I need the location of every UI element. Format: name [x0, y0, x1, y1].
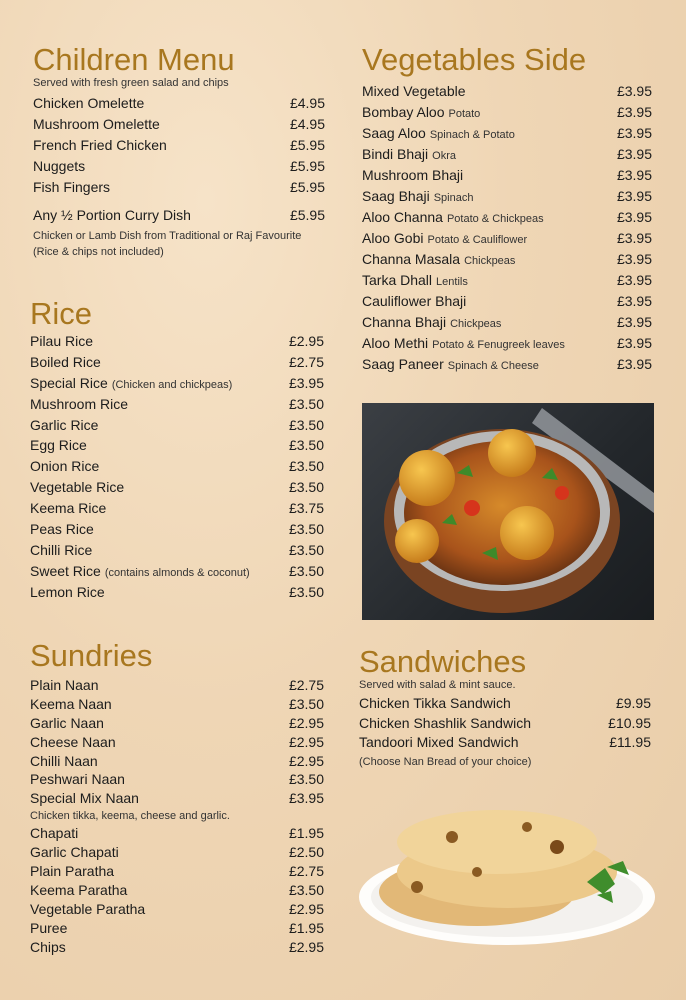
- item-price: £3.95: [616, 188, 652, 204]
- item-name: Chilli Rice: [30, 541, 93, 558]
- item-name-group: [30, 354, 105, 370]
- item-name: Sweet Rice: [30, 562, 101, 579]
- menu-item: [362, 335, 652, 356]
- menu-item: [359, 695, 651, 715]
- menu-item: [30, 479, 324, 500]
- item-price: £3.75: [288, 500, 324, 517]
- menu-item: [30, 753, 324, 772]
- sandwiches-subtitle: Served with salad & mint sauce.: [359, 679, 516, 691]
- item-name-group: [30, 771, 125, 787]
- item-name-group: [30, 542, 96, 558]
- item-name-group: [362, 356, 539, 372]
- item-name-group: [30, 417, 102, 433]
- item-name-group: [30, 696, 112, 712]
- item-price: £4.95: [289, 95, 325, 111]
- item-price: £3.50: [288, 458, 324, 475]
- item-name: Peas Rice: [30, 521, 94, 538]
- item-name-group: [362, 125, 515, 141]
- menu-item: [30, 696, 324, 715]
- item-name: Bombay Aloo: [362, 104, 445, 120]
- item-name-group: [30, 825, 78, 841]
- menu-item: [33, 158, 325, 179]
- item-price: £3.50: [288, 437, 324, 454]
- menu-item: [362, 356, 652, 377]
- sandwiches-list: [359, 695, 651, 754]
- item-price: £2.75: [288, 353, 324, 370]
- menu-item: [362, 104, 652, 125]
- menu-item: [362, 293, 652, 314]
- sundries-list: [30, 677, 324, 809]
- item-price: £10.95: [608, 714, 651, 731]
- item-name-group: [362, 104, 480, 120]
- item-name: Pilau Rice: [30, 333, 94, 349]
- item-name: Aloo Methi: [362, 335, 429, 351]
- item-name: Chapati: [30, 825, 79, 842]
- item-name: Plain Paratha: [30, 863, 115, 880]
- item-name-group: [30, 375, 232, 391]
- item-price: £2.95: [288, 938, 324, 955]
- item-price: £3.50: [288, 541, 324, 558]
- item-name-group: [30, 458, 103, 474]
- item-price: £3.50: [288, 771, 324, 788]
- item-name: Egg Rice: [30, 437, 87, 454]
- menu-item: [362, 230, 652, 251]
- item-name: Vegetable Rice: [30, 479, 125, 496]
- item-price: £1.95: [288, 825, 324, 842]
- item-price: £3.50: [288, 416, 324, 433]
- item-name-group: [362, 272, 468, 288]
- item-name-group: [33, 158, 85, 174]
- menu-item: [362, 314, 652, 335]
- item-price: £3.95: [288, 790, 324, 807]
- vegetables-title: Vegetables Side: [362, 42, 587, 77]
- item-price: £5.95: [289, 207, 325, 223]
- item-price: £2.95: [288, 733, 324, 750]
- item-price: £3.95: [616, 356, 652, 372]
- item-price: £11.95: [609, 734, 651, 750]
- item-name-group: [33, 116, 160, 132]
- item-price: £3.95: [616, 230, 652, 246]
- item-name: Cheese Naan: [30, 733, 116, 750]
- menu-item: [30, 396, 324, 417]
- menu-item: [30, 584, 324, 605]
- menu-item: [362, 146, 652, 167]
- menu-item: [30, 354, 324, 375]
- item-price: £5.95: [289, 158, 325, 174]
- menu-item: [30, 790, 324, 809]
- item-name-group: [30, 437, 91, 453]
- item-price: £3.95: [616, 125, 652, 141]
- menu-item: [362, 188, 652, 209]
- item-name-group: [30, 333, 97, 349]
- item-name-group: [359, 715, 531, 731]
- item-name-group: [362, 293, 470, 309]
- item-name: Vegetable Paratha: [30, 900, 146, 917]
- item-price: £5.95: [289, 137, 325, 153]
- rice-list: [30, 333, 324, 605]
- rice-title: Rice: [30, 296, 93, 331]
- sundries-title: Sundries: [30, 638, 153, 673]
- item-name-group: [30, 844, 119, 860]
- item-note: Chickpeas: [450, 318, 502, 330]
- item-note: (Chicken and chickpeas): [111, 378, 233, 391]
- menu-item: [30, 500, 324, 521]
- menu-item: [362, 125, 652, 146]
- item-name: Chicken Tikka Sandwich: [359, 695, 511, 711]
- item-name: French Fried Chicken: [33, 137, 167, 153]
- item-name: Tandoori Mixed Sandwich: [359, 734, 519, 750]
- item-name-group: [30, 882, 127, 898]
- item-name-group: [359, 734, 519, 750]
- menu-item: [359, 734, 651, 754]
- item-name-group: [30, 753, 98, 769]
- item-name: Boiled Rice: [30, 353, 101, 370]
- menu-item: [30, 458, 324, 479]
- item-name-group: [359, 695, 511, 711]
- item-price: £3.95: [616, 293, 652, 309]
- item-price: £3.50: [288, 583, 324, 600]
- curry-illustration: [362, 403, 654, 620]
- item-name: Mushroom Omelette: [33, 116, 160, 132]
- menu-item: [30, 542, 324, 563]
- item-name: Saag Aloo: [362, 125, 426, 141]
- item-note: Spinach: [433, 192, 474, 204]
- item-note: Potato & Fenugreek leaves: [432, 339, 565, 351]
- children-menu-title: Children Menu: [33, 42, 235, 77]
- menu-item: [359, 715, 651, 735]
- menu-item: [30, 771, 324, 790]
- menu-item: [30, 734, 324, 753]
- item-name-group: [30, 521, 98, 537]
- menu-item: [30, 882, 324, 901]
- menu-item: [30, 333, 324, 354]
- item-name: Chilli Naan: [30, 752, 98, 769]
- item-name-group: [30, 734, 116, 750]
- menu-item: [30, 920, 324, 939]
- menu-item: [362, 167, 652, 188]
- item-name: Special Mix Naan: [30, 790, 139, 807]
- item-name: Plain Naan: [30, 677, 99, 693]
- item-price: £3.50: [288, 395, 324, 412]
- item-name-group: [30, 677, 99, 693]
- item-price: £2.95: [288, 333, 324, 349]
- item-name: Puree: [30, 919, 68, 936]
- item-name: Tarka Dhall: [362, 272, 433, 288]
- item-name: Cauliflower Bhaji: [362, 293, 467, 309]
- item-note: Potato & Cauliflower: [427, 234, 528, 246]
- item-note: Chickpeas: [464, 255, 516, 267]
- sandwiches-section: [359, 646, 651, 770]
- item-name: Special Rice: [30, 374, 108, 391]
- menu-item: [362, 209, 652, 230]
- sundries-list-2: [30, 825, 324, 957]
- menu-item: [30, 939, 324, 958]
- item-name: Keema Paratha: [30, 881, 128, 898]
- item-name: Saag Bhaji: [362, 188, 430, 204]
- item-price: £3.95: [616, 209, 652, 225]
- item-name: Keema Rice: [30, 500, 107, 517]
- item-name-group: [362, 146, 456, 162]
- item-price: £2.95: [288, 752, 324, 769]
- item-price: £3.95: [616, 83, 652, 99]
- item-name: Onion Rice: [30, 458, 100, 475]
- item-name: Mushroom Rice: [30, 395, 129, 412]
- item-name-group: [33, 95, 144, 111]
- item-name-group: [33, 179, 110, 195]
- menu-item: [33, 179, 325, 200]
- item-price: £3.95: [616, 167, 652, 183]
- item-price: £3.95: [288, 374, 324, 391]
- item-name-group: [362, 188, 473, 204]
- item-name: Bindi Bhaji: [362, 146, 429, 162]
- item-name: Saag Paneer: [362, 356, 444, 372]
- naan-illustration: [357, 787, 657, 952]
- item-name-group: [30, 479, 128, 495]
- item-name: Mixed Vegetable: [362, 83, 466, 99]
- item-price: £3.95: [616, 146, 652, 162]
- item-note: Spinach & Cheese: [447, 360, 539, 372]
- menu-item: [30, 901, 324, 920]
- rice-section: [30, 298, 324, 605]
- item-name: Lemon Rice: [30, 583, 105, 600]
- item-price: £9.95: [615, 695, 651, 711]
- item-note: Potato & Chickpeas: [446, 213, 544, 225]
- menu-item: [30, 677, 324, 696]
- item-name-group: [362, 314, 501, 330]
- item-description: (Rice & chips not included): [33, 246, 164, 258]
- children-menu-subtitle: Served with fresh green salad and chips: [33, 77, 229, 89]
- item-price: £3.50: [288, 695, 324, 712]
- item-name-group: [362, 209, 544, 225]
- item-name: Garlic Naan: [30, 714, 104, 731]
- item-price: £3.95: [616, 335, 652, 351]
- menu-item: [30, 825, 324, 844]
- menu-item: [30, 844, 324, 863]
- item-name: Keema Naan: [30, 695, 112, 712]
- item-name-group: [362, 335, 565, 351]
- item-name: Nuggets: [33, 158, 86, 174]
- item-name: Channa Masala: [362, 251, 461, 267]
- item-name-group: [362, 251, 515, 267]
- item-name: Chips: [30, 938, 66, 955]
- menu-item: [30, 715, 324, 734]
- item-name: Peshwari Naan: [30, 771, 125, 788]
- menu-item: [30, 521, 324, 542]
- menu-item: [30, 563, 324, 584]
- item-name-group: [362, 230, 527, 246]
- item-price: £2.95: [288, 714, 324, 731]
- menu-item: [30, 863, 324, 882]
- item-name: Chicken Omelette: [33, 95, 145, 111]
- item-name-group: [30, 584, 109, 600]
- item-note: Lentils: [436, 276, 468, 288]
- item-price: £2.50: [288, 844, 324, 861]
- item-price: £4.95: [289, 116, 325, 132]
- children-menu-section: [33, 44, 325, 260]
- menu-item: [362, 272, 652, 293]
- item-price: £2.95: [288, 900, 324, 917]
- item-description: Chicken or Lamb Dish from Traditional or Raj Favourite: [33, 230, 302, 242]
- item-price: £3.95: [616, 314, 652, 330]
- vegetables-section: [362, 44, 652, 377]
- item-name-group: [30, 396, 132, 412]
- vegetables-list: [362, 83, 652, 377]
- item-name: Garlic Rice: [30, 416, 99, 433]
- item-note: Okra: [432, 150, 456, 162]
- item-name-group: [30, 790, 139, 806]
- special-mix-description: Chicken tikka, keema, cheese and garlic.: [30, 810, 230, 823]
- half-portion-item: [33, 207, 325, 260]
- item-note: Spinach & Potato: [429, 129, 515, 141]
- children-menu-list: [33, 95, 325, 200]
- item-price: £3.95: [616, 104, 652, 120]
- item-price: £3.95: [616, 251, 652, 267]
- item-price: £2.75: [288, 677, 324, 693]
- item-price: £5.95: [289, 179, 325, 195]
- item-name: Aloo Channa: [362, 209, 443, 225]
- sundries-section: [30, 640, 324, 957]
- menu-item: [33, 137, 325, 158]
- item-name-group: [362, 83, 470, 99]
- curry-bowl-photo: [362, 403, 654, 620]
- item-price: £2.75: [288, 863, 324, 880]
- item-name-group: [362, 167, 467, 183]
- item-name: Fish Fingers: [33, 179, 111, 195]
- item-name-group: [30, 901, 145, 917]
- menu-item: [30, 437, 324, 458]
- item-name: Aloo Gobi: [362, 230, 424, 246]
- item-price: £3.50: [288, 479, 324, 496]
- item-name: Channa Bhaji: [362, 314, 447, 330]
- item-name: Chicken Shashlik Sandwich: [359, 714, 531, 731]
- sandwiches-title: Sandwiches: [359, 644, 527, 679]
- item-price: £1.95: [288, 919, 324, 936]
- item-name-group: [30, 500, 110, 516]
- item-note: (contains almonds & coconut): [104, 566, 250, 579]
- menu-item: [33, 116, 325, 137]
- item-price: £3.95: [616, 272, 652, 288]
- item-price: £3.50: [288, 521, 324, 538]
- item-name: Any ½ Portion Curry Dish: [33, 207, 191, 223]
- naan-plate-photo: [357, 787, 657, 952]
- item-price: £3.50: [288, 562, 324, 579]
- menu-item: [362, 83, 652, 104]
- item-name-group: [30, 863, 114, 879]
- item-name-group: [30, 920, 67, 936]
- item-name-group: [30, 563, 250, 579]
- item-name: Garlic Chapati: [30, 844, 119, 861]
- menu-item: [33, 95, 325, 116]
- sandwiches-note: (Choose Nan Bread of your choice): [359, 755, 532, 768]
- item-note: Potato: [448, 108, 481, 120]
- item-name: Mushroom Bhaji: [362, 167, 464, 183]
- menu-item: [30, 417, 324, 438]
- menu-item: [30, 375, 324, 396]
- item-name-group: [30, 715, 104, 731]
- menu-item: [362, 251, 652, 272]
- item-name-group: [33, 137, 167, 153]
- item-name-group: [30, 939, 66, 955]
- item-price: £3.50: [288, 881, 324, 898]
